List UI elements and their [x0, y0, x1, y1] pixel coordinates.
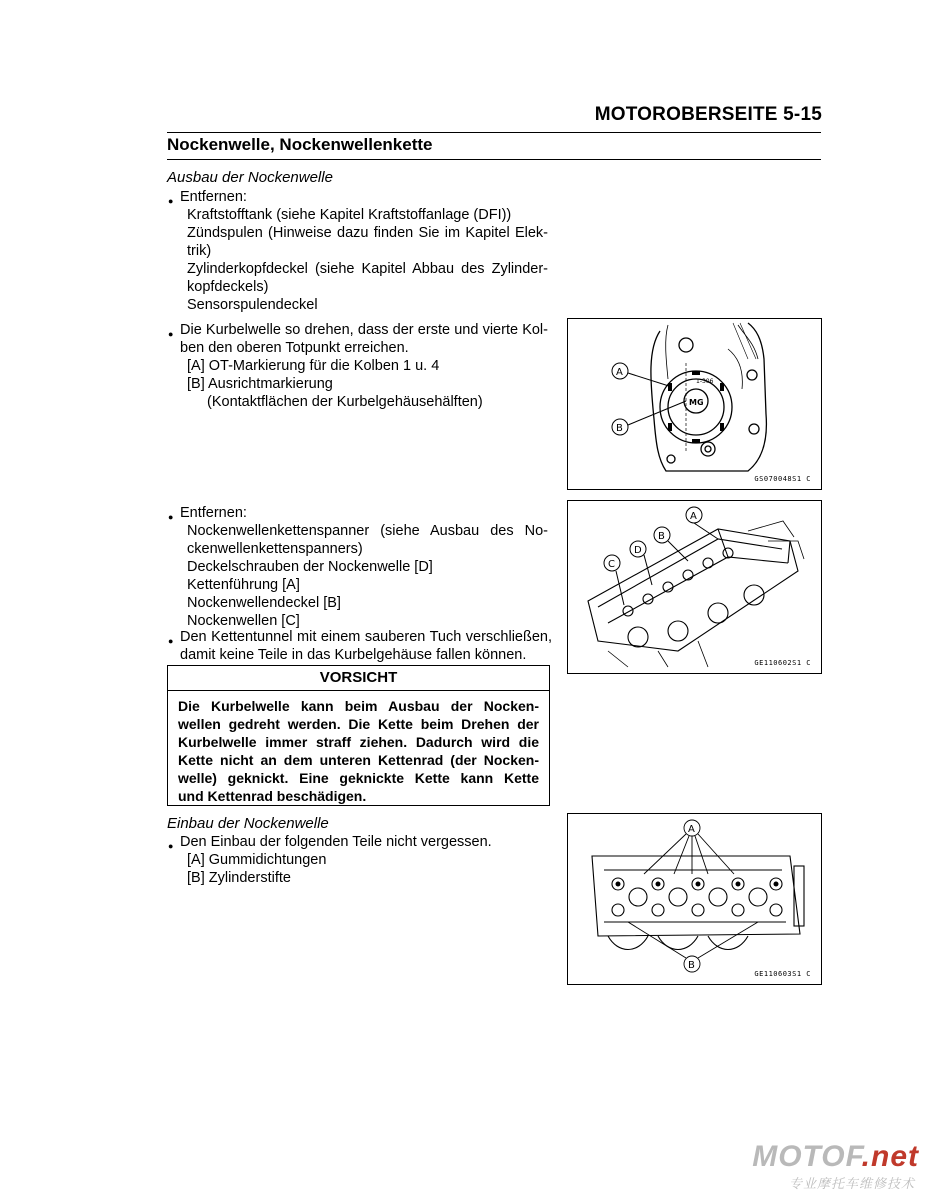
label-a: A [690, 511, 697, 522]
remove-label: ● Entfernen: [180, 189, 247, 205]
crank-line-1: ● Die Kurbelwelle so drehen, dass der erste und vierte Kol- [180, 322, 548, 338]
header-rule [167, 132, 821, 133]
list-item: Nockenwellen [C] [187, 613, 300, 629]
label-a: A [688, 824, 695, 835]
bullet-remove-1 [168, 188, 247, 206]
page-header: MOTOROBERSEITE 5-15 [594, 104, 822, 125]
removal-list-2 [187, 522, 548, 630]
figure-cover-drawing [568, 501, 821, 673]
watermark-tagline: 专业摩托车维修技术 [788, 1176, 915, 1191]
list-item: Zündspulen (Hinweise dazu finden Sie im Kapitel Elek- [187, 225, 548, 241]
bullet-remove-2 [168, 504, 247, 522]
crank-b-note: (Kontaktflächen der Kurbelgehäusehälften) [207, 394, 483, 410]
section-rule [167, 159, 821, 160]
label-c: C [608, 559, 615, 570]
tunnel-line-2: damit keine Teile in das Kurbelgehäuse fallen können. [180, 647, 527, 663]
figure-crank-tdc [567, 318, 822, 490]
caution-line: Die Kurbelwelle kann beim Ausbau der Nocken- [178, 698, 539, 714]
caution-line: wellen gedreht werden. Die Kette beim Drehen der [178, 716, 539, 732]
figure-code: GS070048S1 C [754, 475, 811, 483]
figure-camshaft-cover [567, 500, 822, 674]
figure-crank-drawing [568, 319, 821, 489]
caution-box [167, 665, 550, 806]
list-item: Zylinderkopfdeckel (siehe Kapitel Abbau des Zylinder- [187, 261, 548, 277]
bullet-install [168, 833, 492, 851]
sprocket-number: 1-306 [696, 378, 714, 385]
removal-heading: Ausbau der Nockenwelle [167, 169, 333, 186]
bullet-tunnel [168, 628, 552, 646]
install-b: [B] Zylinderstifte [187, 870, 291, 886]
crank-b: [B] Ausrichtmarkierung [187, 376, 333, 392]
crank-line-2: ben den oberen Totpunkt erreichen. [180, 340, 409, 356]
figure-head-drawing [568, 814, 821, 984]
caution-title: VORSICHT [168, 666, 549, 691]
list-item: Sensorspulendeckel [187, 297, 318, 313]
watermark-brand: MOTOF [752, 1140, 862, 1173]
install-line: ● Den Einbau der folgenden Teile nicht vergessen. [180, 834, 492, 850]
caution-line: Kette nicht an dem unteren Kettenrad (der Nocken- [178, 752, 539, 768]
sprocket-mark: MG [689, 398, 704, 407]
remove-label-2: ● Entfernen: [180, 505, 247, 521]
crank-a: [A] OT-Markierung für die Kolben 1 u. 4 [187, 358, 440, 374]
list-item: trik) [187, 243, 212, 259]
label-d: D [634, 545, 642, 556]
list-item: Nockenwellendeckel [B] [187, 595, 341, 611]
caution-body [168, 691, 549, 805]
removal-list [187, 206, 548, 314]
label-b: B [658, 531, 665, 542]
list-item: kopfdeckels) [187, 279, 269, 295]
caution-line: Kurbelwelle immer straff ziehen. Dadurch wird die [178, 734, 539, 750]
install-heading: Einbau der Nockenwelle [167, 815, 329, 832]
list-item: Nockenwellenkettenspanner (siehe Ausbau des No- [187, 523, 548, 539]
watermark-logo [752, 1140, 919, 1174]
list-item: Kettenführung [A] [187, 577, 300, 593]
bullet-crank [168, 321, 548, 339]
figure-code: GE110603S1 C [754, 970, 811, 978]
list-item: ckenwellenkettenspanners) [187, 541, 363, 557]
watermark-suffix: .net [861, 1140, 919, 1173]
list-item: Kraftstofftank (siehe Kapitel Kraftstoffanlage (DFI)) [187, 207, 512, 223]
tunnel-line-1: ● Den Kettentunnel mit einem sauberen Tuch verschließen, [180, 629, 552, 645]
caution-line: welle) geknickt. Eine geknickte Kette kann Kette [178, 770, 539, 786]
label-a: A [616, 367, 623, 378]
section-title: Nockenwelle, Nockenwellenkette [167, 135, 433, 154]
label-b: B [616, 423, 623, 434]
figure-code: GE110602S1 C [754, 659, 811, 667]
install-a: [A] Gummidichtungen [187, 852, 327, 868]
label-b: B [688, 960, 695, 971]
figure-cylinder-head [567, 813, 822, 985]
list-item: Deckelschrauben der Nockenwelle [D] [187, 559, 433, 575]
caution-line: und Kettenrad beschädigen. [178, 788, 367, 804]
